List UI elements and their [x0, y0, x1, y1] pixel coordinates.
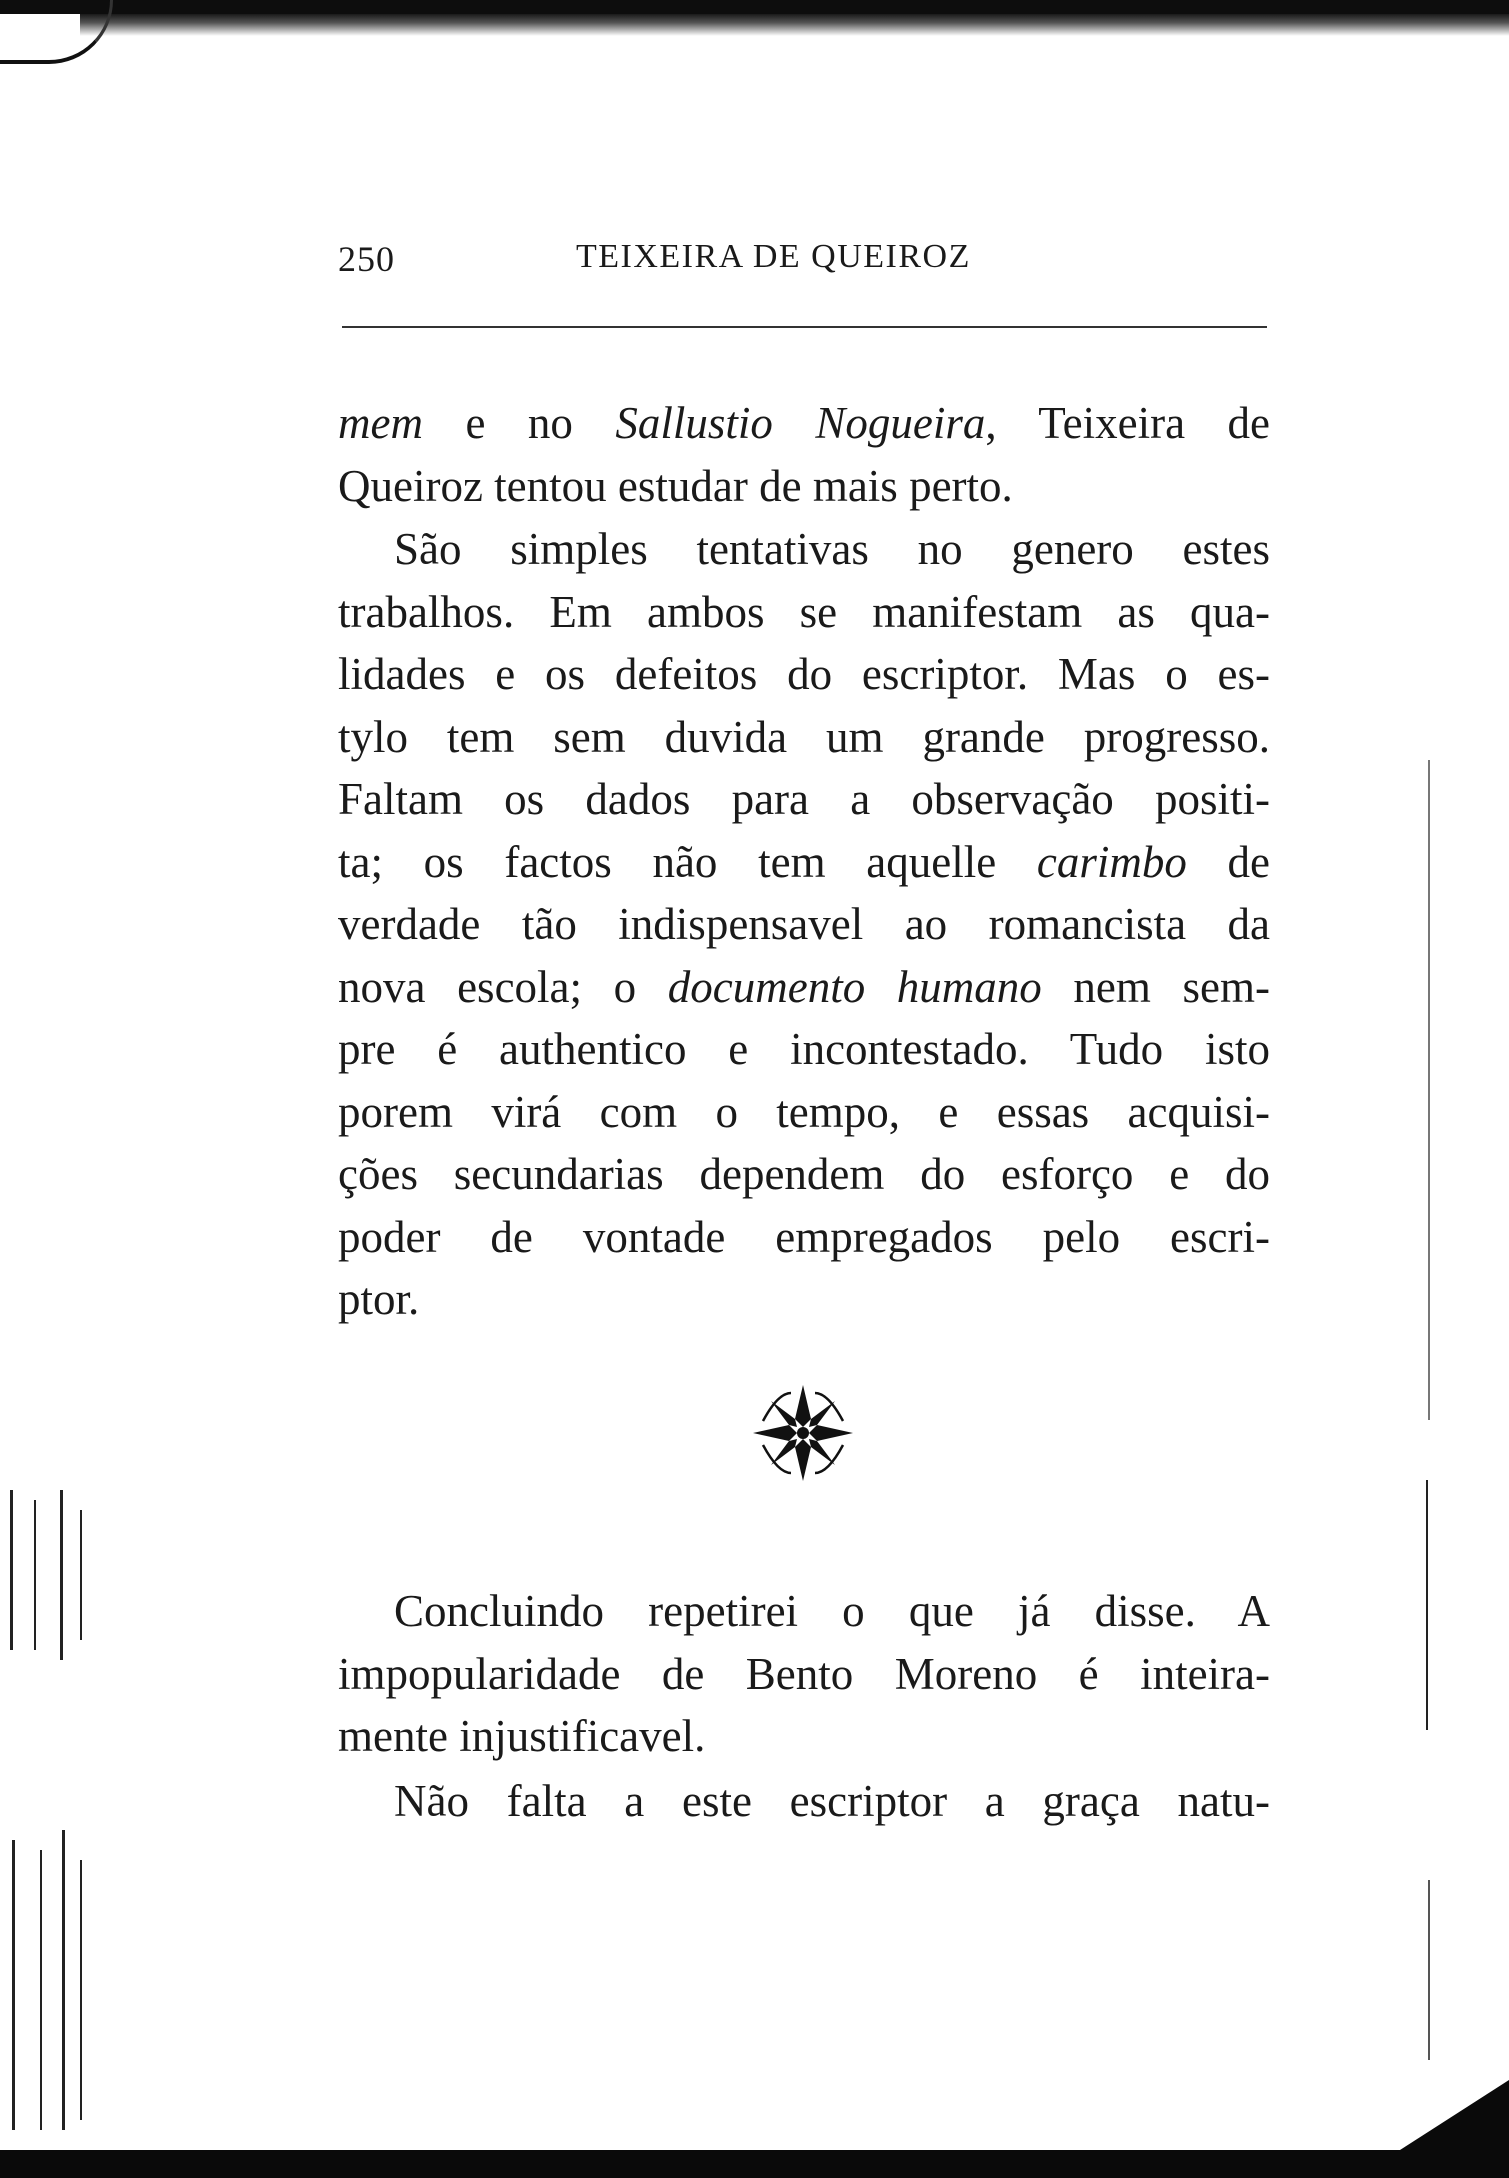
text-run: nem sem-	[1041, 961, 1270, 1012]
scan-edge-line	[12, 1840, 15, 2130]
text-line	[338, 768, 1270, 830]
italic-text: mem	[338, 398, 423, 448]
text-run: verdade tão indispensavel ao romancista da	[338, 899, 1270, 949]
text-run: ptor.	[338, 1274, 420, 1324]
text-line	[338, 1081, 1270, 1143]
text-run: Não falta a este escriptor a graça natu-	[394, 1776, 1270, 1826]
text-line	[338, 1018, 1270, 1080]
text-run: mente injustificavel.	[338, 1711, 706, 1761]
text-line	[338, 1206, 1270, 1268]
text-line	[338, 581, 1270, 643]
text-line	[338, 1705, 1270, 1767]
scan-edge-line	[62, 1830, 65, 2130]
text-run: poder de vontade empregados pelo escri-	[338, 1211, 1270, 1262]
text-run: impopularidade de Bento Moreno é inteira-	[338, 1648, 1270, 1699]
text-run: nova escola; o	[338, 961, 668, 1012]
text-run: ções secundarias dependem do esforço e do	[338, 1149, 1270, 1199]
scan-bottom-edge	[0, 2150, 1509, 2178]
text-line	[338, 706, 1270, 768]
running-title: TEIXEIRA DE QUEIROZ	[576, 238, 971, 275]
text-line	[338, 1143, 1270, 1205]
scan-top-shadow	[80, 14, 1509, 36]
text-run: e no	[422, 398, 616, 448]
scan-edge-line	[34, 1500, 36, 1650]
text-line	[394, 1770, 1270, 1832]
italic-text: carimbo	[1036, 836, 1187, 887]
italic-text: Sallustio Nogueira	[615, 398, 986, 448]
text-run: porem virá com o tempo, e essas acquisi-	[338, 1086, 1270, 1137]
scan-edge-line	[1428, 760, 1430, 1420]
header-rule	[342, 326, 1267, 328]
text-run: Faltam os dados para a observação positi-	[338, 774, 1270, 824]
text-run: Concluindo repetirei o que já disse. A	[394, 1586, 1270, 1636]
text-run: lidades e os defeitos do escriptor. Mas o es-	[338, 649, 1270, 699]
scan-edge-line	[10, 1490, 13, 1650]
text-line	[338, 893, 1270, 955]
text-line	[394, 518, 1270, 580]
text-line	[338, 455, 1270, 517]
text-line	[338, 1643, 1270, 1705]
text-run: trabalhos. Em ambos se manifestam as qua-	[338, 586, 1270, 637]
text-run: , Teixeira de	[985, 398, 1270, 448]
text-line	[338, 1268, 1270, 1330]
text-line	[394, 1580, 1270, 1642]
page-number: 250	[338, 239, 395, 279]
italic-text: documento humano	[667, 961, 1042, 1012]
scan-edge-line	[40, 1850, 42, 2130]
running-head	[338, 238, 1048, 288]
scan-edge-line	[80, 1510, 82, 1640]
scan-edge-line	[1428, 1880, 1430, 2060]
scan-edge-line	[1426, 1480, 1428, 1730]
text-line	[338, 831, 1270, 893]
text-line	[338, 392, 1270, 454]
scan-edge-line	[60, 1490, 63, 1660]
text-run: de	[1186, 836, 1270, 887]
scan-bottom-corner	[1400, 2080, 1509, 2150]
text-run: ta; os factos não tem aquelle	[338, 836, 1037, 887]
floral-fleuron-icon	[748, 1378, 858, 1488]
text-run: Queiroz tentou estudar de mais perto.	[338, 460, 1013, 511]
text-line	[338, 956, 1270, 1018]
text-run: São simples tentativas no genero estes	[394, 524, 1270, 574]
text-line	[338, 643, 1270, 705]
scan-top-edge	[0, 0, 1509, 14]
text-run: pre é authentico e incontestado. Tudo isto	[338, 1024, 1270, 1074]
scan-edge-line	[80, 1860, 82, 2120]
scan-page-curl	[0, 0, 113, 64]
text-run: tylo tem sem duvida um grande progresso.	[338, 711, 1270, 762]
